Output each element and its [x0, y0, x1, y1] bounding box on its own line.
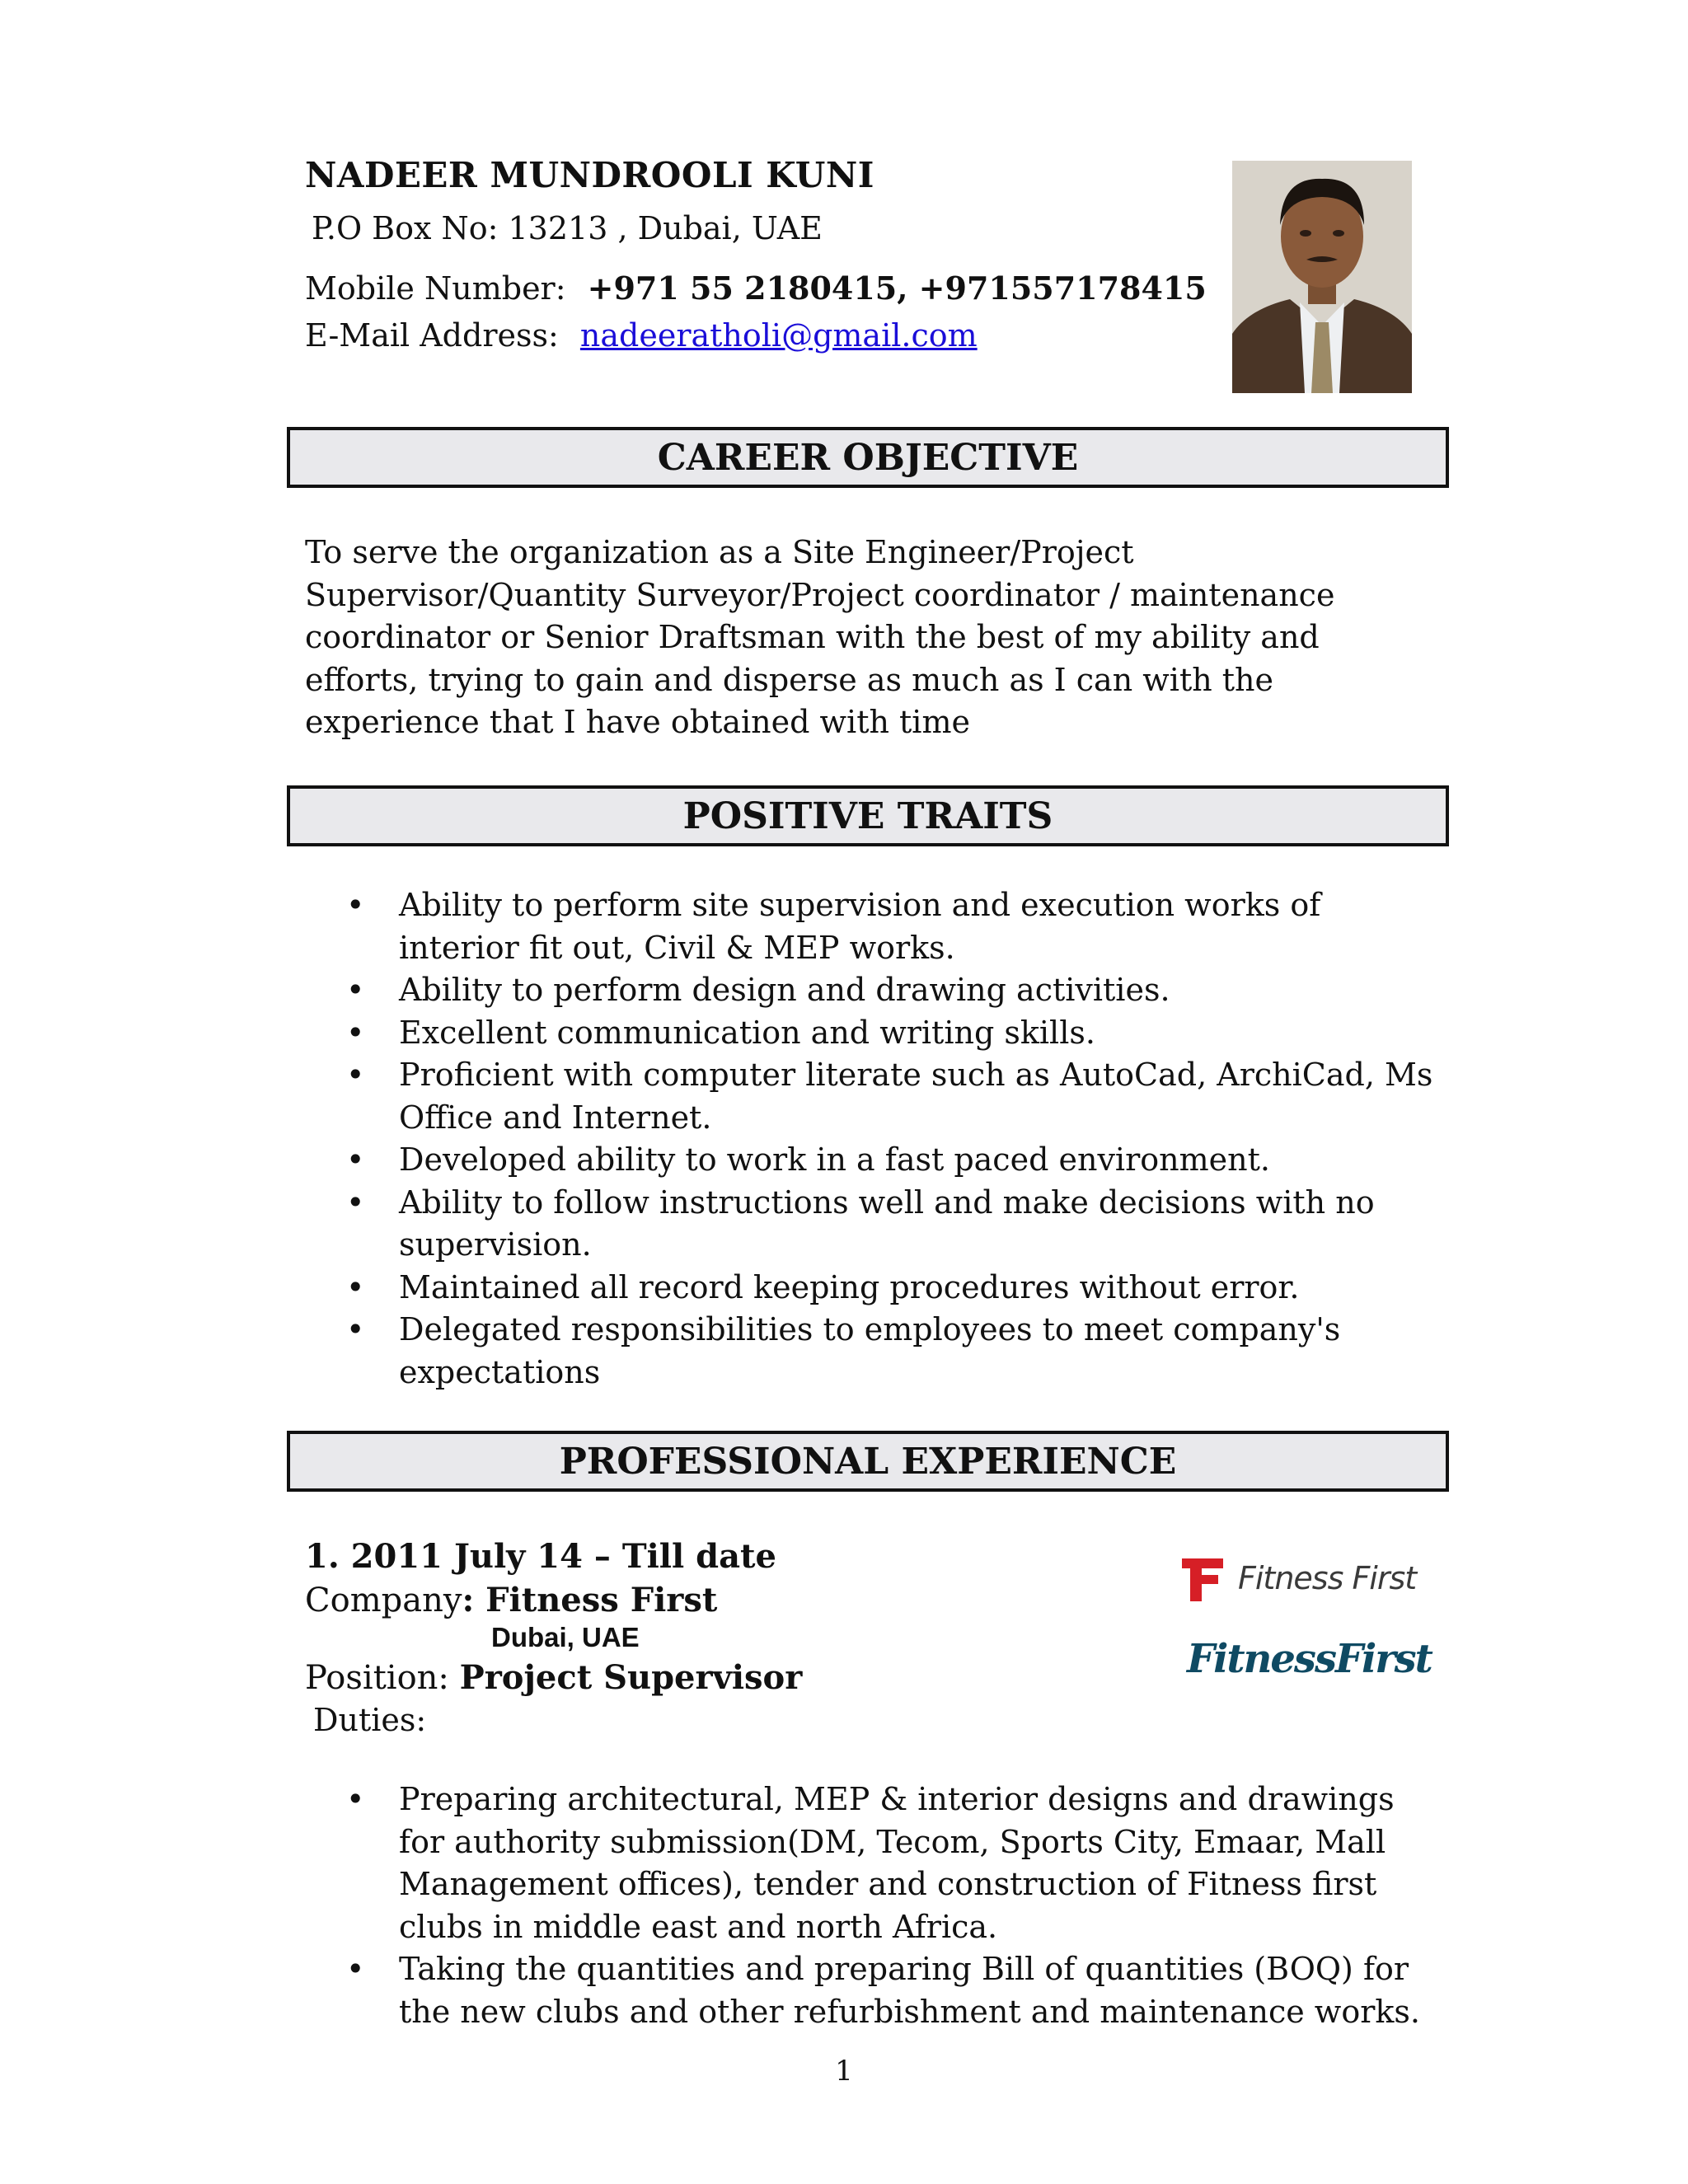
duties-list [305, 1779, 1442, 2033]
fitness-first-logo-red [1179, 1554, 1416, 1603]
list-item: • Maintained all record keeping procedures without error. [305, 1267, 1442, 1310]
position-title: Project Supervisor [459, 1658, 803, 1697]
list-item: • Excellent communication and writing skills. [305, 1012, 1442, 1055]
list-item: • Ability to perform site supervision and execution works of interior fit out, Civil & MEP works. [305, 884, 1442, 969]
experience-period: 1. 2011 July 14 – Till date [305, 1537, 776, 1576]
list-item: • Preparing architectural, MEP & interior designs and drawings for authority submission(DM, Tecom, Sports City, Emaar, Mall Management offices), tender and construction of Fitness first clubs in middle east and north Africa. [305, 1779, 1442, 1948]
company-city: Dubai, UAE [491, 1622, 640, 1652]
list-item: • Developed ability to work in a fast paced environment. [305, 1139, 1442, 1182]
mobile-line [305, 269, 1207, 307]
postal-address: P.O Box No: 13213 , Dubai, UAE [312, 210, 823, 246]
email-link[interactable]: nadeeratholi@gmail.com [579, 317, 978, 354]
career-objective-heading: CAREER OBJECTIVE [287, 427, 1449, 488]
list-item: • Proficient with computer literate such as AutoCad, ArchiCad, Ms Office and Internet. [305, 1054, 1442, 1139]
list-item: • Taking the quantities and preparing Bill of quantities (BOQ) for the new clubs and other refurbishment and maintenance works. [305, 1948, 1442, 2033]
list-item: • Ability to follow instructions well and make decisions with no supervision. [305, 1182, 1442, 1267]
experience-position [305, 1658, 802, 1697]
company-name: : Fitness First [462, 1581, 718, 1619]
professional-experience-heading: PROFESSIONAL EXPERIENCE [287, 1431, 1449, 1492]
positive-traits-heading: POSITIVE TRAITS [287, 785, 1449, 846]
mobile-label: Mobile Number: [305, 270, 566, 307]
logo-top-text: Fitness First [1238, 1560, 1417, 1596]
fitness-first-f-icon [1179, 1555, 1226, 1601]
traits-list [305, 884, 1442, 1394]
email-label: E-Mail Address: [305, 317, 559, 354]
list-item: • Ability to perform design and drawing activities. [305, 969, 1442, 1012]
company-label: Company [305, 1582, 462, 1619]
fitness-first-logo-teal: FitnessFirst [1187, 1636, 1432, 1682]
mobile-number: +971 55 2180415, +971557178415 [587, 269, 1207, 307]
position-label: Position: [305, 1659, 460, 1697]
page-number: 1 [835, 2055, 853, 2088]
candidate-name: NADEER MUNDROOLI KUNI [305, 155, 874, 195]
list-item: • Delegated responsibilities to employees to meet company's expectations [305, 1309, 1442, 1394]
experience-company [305, 1581, 717, 1619]
email-line [305, 317, 978, 354]
duties-label: Duties: [313, 1702, 427, 1738]
profile-photo [1232, 161, 1412, 393]
career-objective-text: To serve the organization as a Site Engineer/Project Supervisor/Quantity Surveyor/Project coordinator / maintenance coordinator or Senior Draftsman with the best of my ability and efforts, trying to gain and disperse as much as I can with the experience that I have obtained with time [305, 534, 1335, 740]
